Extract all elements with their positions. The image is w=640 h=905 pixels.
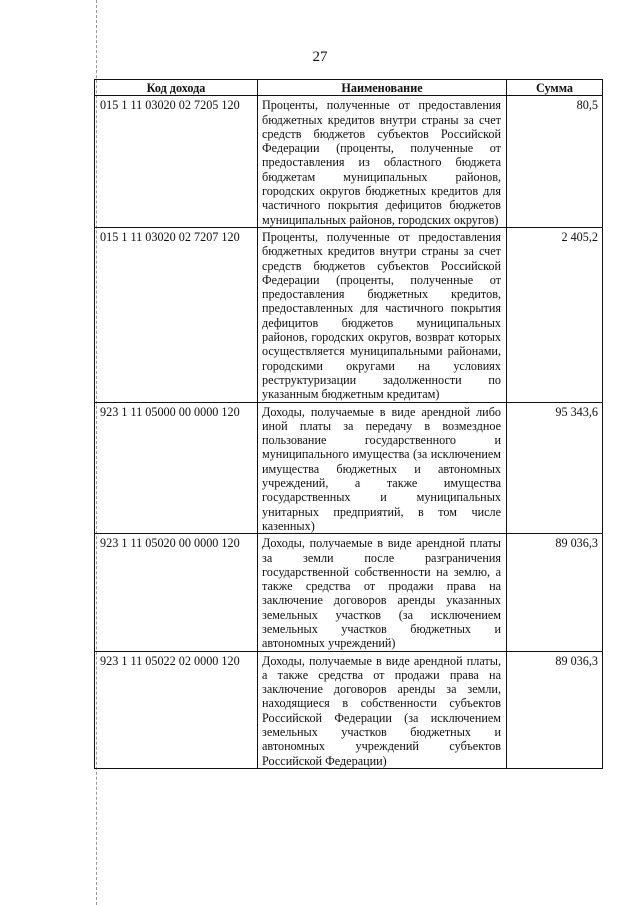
row-name: Проценты, полученные от предоставления бюджетных кредитов внутри страны за счет средств бюджетов субъектов Российской Федерации (проценты, полученные от предоставления бюджетных кредитов, предоставленных для частичного покрытия дефицитов бюджетов муниципальных районов, городских округов, возврат которых осуществляется муниципальными районами, городскими округами на условиях реструктуризации задолженности по указанным бюджетным кредитам) [258, 227, 507, 402]
row-code: 923 1 11 05000 00 0000 120 [95, 402, 258, 534]
table-row [95, 227, 603, 402]
row-code: 015 1 11 03020 02 7207 120 [95, 227, 258, 402]
row-sum: 89 036,3 [507, 534, 603, 651]
row-name: Проценты, полученные от предоставления бюджетных кредитов внутри страны за счет средств бюджетов субъектов Российской Федерации (проценты, полученные от предоставления из областного бюджета бюджетам муниципальных районов, городских округов бюджетных кредитов для частичного покрытия дефицитов бюджетов муниципальных районов, городских округов) [258, 96, 507, 228]
table-row [95, 534, 603, 651]
row-sum: 95 343,6 [507, 402, 603, 534]
row-code: 015 1 11 03020 02 7205 120 [95, 96, 258, 228]
row-sum: 89 036,3 [507, 651, 603, 768]
row-name: Доходы, получаемые в виде арендной платы, а также средства от продажи права на заключение договоров аренды за земли, находящиеся в собственности субъектов Российской Федерации (за исключением земельных участков бюджетных и автономных учреждений субъектов Российской Федерации) [258, 651, 507, 768]
row-name: Доходы, получаемые в виде арендной либо иной платы за передачу в возмездное пользование государственного и муниципального имущества (за исключением имущества бюджетных и автономных учреждений, а также имущества государственных и муниципальных унитарных предприятий, в том числе казенных) [258, 402, 507, 534]
row-sum: 80,5 [507, 96, 603, 228]
table-row [95, 96, 603, 228]
page-number: 27 [312, 49, 328, 65]
table-row [95, 402, 603, 534]
row-name: Доходы, получаемые в виде арендной платы за земли после разграничения государственной собственности на землю, а также средства от продажи права на заключение договоров аренды указанных земельных участков (за исключением земельных участков бюджетных и автономных учреждений) [258, 534, 507, 651]
header-sum: Сумма [507, 80, 603, 96]
revenue-table [94, 79, 603, 769]
row-code: 923 1 11 05020 00 0000 120 [95, 534, 258, 651]
row-code: 923 1 11 05022 02 0000 120 [95, 651, 258, 768]
table-row [95, 651, 603, 768]
table-header-row [95, 80, 603, 96]
header-code: Код дохода [95, 80, 258, 96]
header-name: Наименование [258, 80, 507, 96]
row-sum: 2 405,2 [507, 227, 603, 402]
